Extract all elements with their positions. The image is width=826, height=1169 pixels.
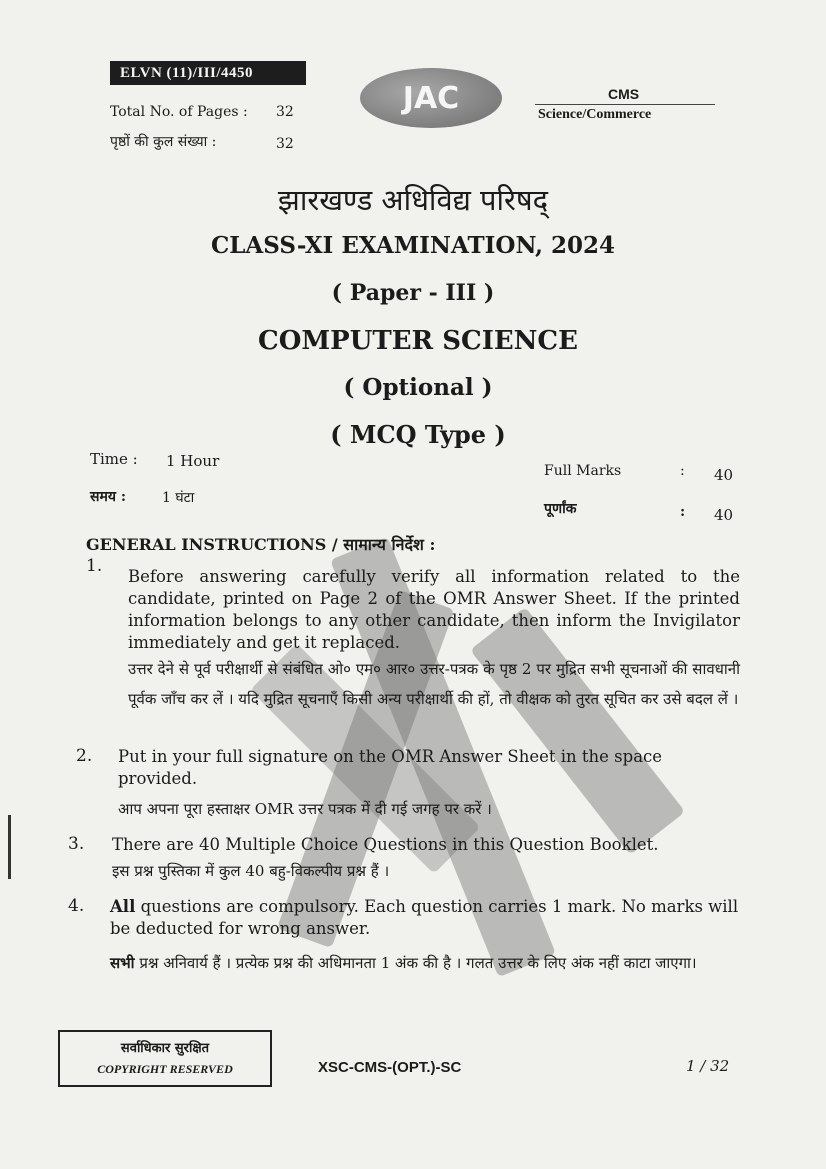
full-marks-value-hi: 40	[714, 506, 734, 524]
time-label-en: Time :	[90, 450, 138, 468]
instruction-4-hi-bold: सभी	[110, 954, 135, 972]
instruction-4-en: questions are compulsory. Each question carries 1 mark. No marks will be deducted for wrong answer.	[110, 897, 739, 938]
instruction-3-number: 3.	[68, 834, 85, 854]
instruction-4	[110, 896, 752, 982]
instruction-1-en: Before answering carefully verify all information related to the candidate, printed on Page 2 of the OMR Answer Sheet. If the printed information belongs to any other candidate, then inform the Invigilator immediately and get it replaced.	[128, 567, 740, 652]
instruction-3	[112, 834, 752, 886]
total-pages-value-hi: 32	[276, 136, 294, 152]
optional-label: ( Optional )	[343, 374, 493, 401]
instruction-2	[118, 746, 746, 824]
full-marks-colon-en: :	[680, 463, 685, 479]
jac-logo	[360, 68, 502, 128]
full-marks-label-en: Full Marks	[544, 463, 622, 479]
time-label-hi: समय :	[90, 489, 126, 505]
exam-title: CLASS-XI EXAMINATION, 2024	[210, 232, 616, 259]
instruction-2-en: Put in your full signature on the OMR Answer Sheet in the space provided.	[118, 747, 663, 788]
instruction-4-en-line	[110, 896, 752, 940]
mcq-type-label: ( MCQ Type )	[330, 420, 506, 449]
page-number: 1 / 32	[686, 1057, 730, 1075]
margin-mark	[8, 815, 11, 879]
subject-title: COMPUTER SCIENCE	[258, 326, 578, 356]
copyright-box	[58, 1030, 272, 1087]
instruction-2-number: 2.	[76, 746, 93, 766]
instruction-3-en: There are 40 Multiple Choice Questions in this Question Booklet.	[112, 835, 659, 854]
total-pages-label-en: Total No. of Pages :	[110, 104, 248, 120]
total-pages-label-hi: पृष्ठों की कुल संख्या :	[110, 134, 217, 150]
instruction-3-hi: इस प्रश्न पुस्तिका में कुल 40 बहु-विकल्पीय प्रश्न हैं ।	[112, 862, 390, 880]
instruction-1	[128, 566, 740, 714]
instruction-4-number: 4.	[68, 896, 85, 916]
paper-code: ELVN (11)/III/4450	[110, 61, 306, 85]
subject-code: CMS	[608, 86, 640, 102]
subject-code-divider	[535, 104, 715, 105]
instruction-4-hi: प्रश्न अनिवार्य हैं । प्रत्येक प्रश्न की अधिमानता 1 अंक की है । गलत उत्तर के लिए अंक नहीं काटा जाएगा।	[134, 954, 697, 972]
booklet-code: XSC-CMS-(OPT.)-SC	[318, 1059, 462, 1076]
time-value-hi: 1 घंटा	[162, 490, 195, 506]
board-title: झारखण्ड अधिविद्य परिषद्	[277, 183, 549, 217]
instruction-4-hi-line	[110, 944, 752, 982]
total-pages-value-en: 32	[276, 104, 294, 120]
instruction-4-en-bold: All	[110, 897, 136, 916]
stream-label: Science/Commerce	[538, 107, 652, 122]
jac-logo-text: JAC	[402, 80, 460, 116]
time-value-en: 1 Hour	[166, 452, 220, 470]
full-marks-label-hi: पूर्णांक	[544, 501, 577, 517]
instruction-1-hi: उत्तर देने से पूर्व परीक्षार्थी से संबंधित ओ० एम० आर० उत्तर-पत्रक के पृष्ठ 2 पर मुद्रित सभी सूचनाओं की सावधानी पूर्वक जाँच कर लें । यदि मुद्रित सूचनाएँ किसी अन्य परीक्षार्थी की हों, तो वीक्षक को तुरत सूचित कर उसे बदल लें ।	[128, 660, 740, 708]
instruction-2-hi: आप अपना पूरा हस्ताक्षर OMR उत्तर पत्रक में दी गई जगह पर करें ।	[118, 800, 492, 818]
instructions-heading: GENERAL INSTRUCTIONS / सामान्य निर्देश :	[86, 535, 436, 554]
paper-title: ( Paper - III )	[331, 280, 495, 306]
instruction-1-number: 1.	[86, 556, 103, 576]
full-marks-colon-hi: :	[680, 504, 686, 520]
copyright-hi: सर्वाधिकार सुरक्षित	[120, 1041, 210, 1056]
full-marks-value-en: 40	[714, 466, 734, 484]
copyright-en: COPYRIGHT RESERVED	[97, 1062, 233, 1076]
